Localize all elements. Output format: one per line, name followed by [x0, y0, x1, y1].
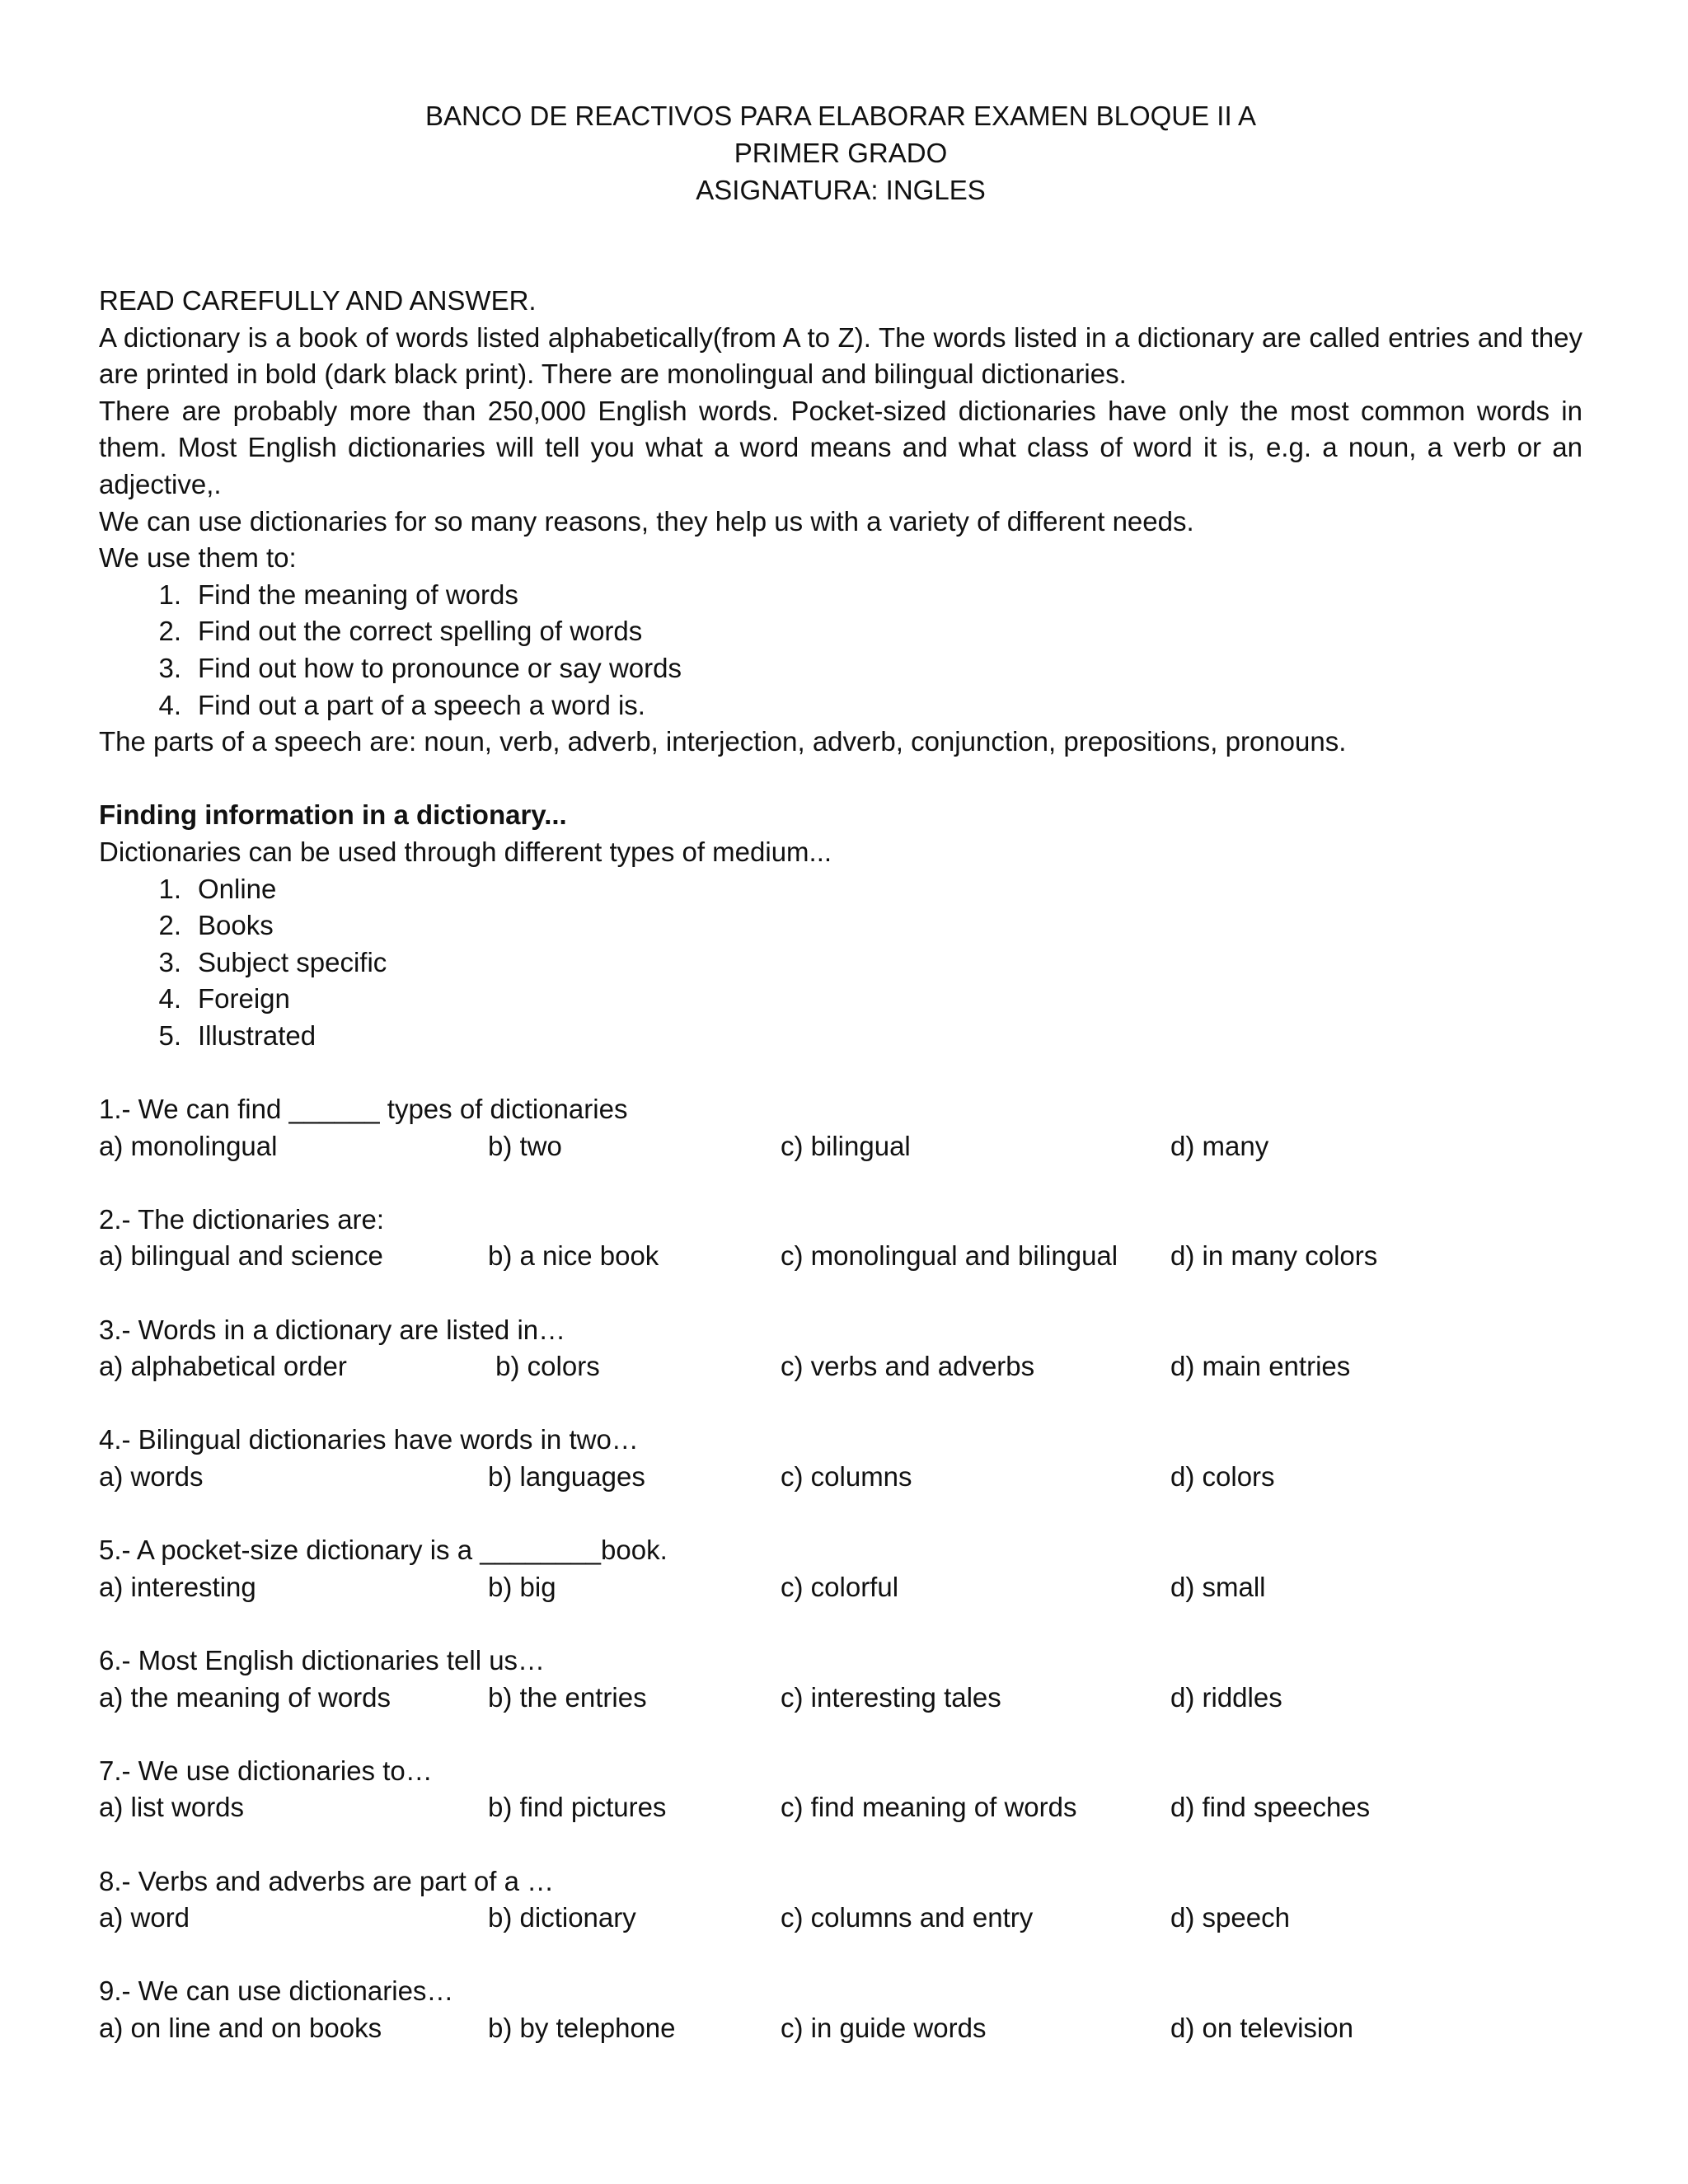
list-item-text: Foreign	[198, 983, 290, 1015]
option-b: b) dictionary	[488, 1902, 636, 1933]
question-text: 7.- We use dictionaries to…	[99, 1755, 433, 1786]
answer-options	[99, 1238, 1582, 1275]
list-item-text: Find out how to pronounce or say words	[198, 652, 682, 683]
option-d: d) in many colors	[1170, 1240, 1378, 1272]
option-a: a) list words	[99, 1792, 245, 1823]
question-text: 3.- Words in a dictionary are listed in…	[99, 1314, 566, 1345]
option-a: a) alphabetical order	[99, 1351, 347, 1382]
uses-list	[99, 577, 1582, 724]
option-c: c) interesting tales	[781, 1681, 1001, 1713]
option-b: b) find pictures	[488, 1792, 667, 1823]
option-d: d) colors	[1170, 1461, 1275, 1492]
question-1	[99, 1091, 1582, 1165]
option-d: d) many	[1170, 1130, 1269, 1161]
list-item-number: 3.	[158, 652, 181, 683]
list-item-text: Find out a part of a speech a word is.	[198, 689, 645, 720]
option-c: c) verbs and adverbs	[781, 1351, 1035, 1382]
reading-instruction: READ CAREFULLY AND ANSWER.	[99, 285, 537, 316]
answer-options	[99, 2010, 1582, 2047]
list-item-number: 5.	[158, 1019, 181, 1051]
option-c: c) bilingual	[781, 1130, 911, 1161]
header-title: BANCO DE REACTIVOS PARA ELABORAR EXAMEN BLOQUE II A	[425, 101, 1256, 131]
option-b: b) languages	[488, 1461, 645, 1492]
option-a: a) words	[99, 1461, 204, 1492]
option-d: d) find speeches	[1170, 1792, 1371, 1823]
list-item	[99, 944, 1582, 982]
questions-section	[99, 1091, 1582, 2046]
option-d: d) on television	[1170, 2012, 1353, 2043]
question-4	[99, 1422, 1582, 1495]
list-item-text: Subject specific	[198, 946, 387, 977]
list-item-text: Online	[198, 873, 277, 904]
option-c: c) monolingual and bilingual	[781, 1240, 1118, 1272]
list-item-text: Books	[198, 910, 274, 941]
finding-intro: Dictionaries can be used through different types of medium...	[99, 836, 832, 867]
question-text: 8.- Verbs and adverbs are part of a …	[99, 1865, 555, 1896]
list-item-text: Illustrated	[198, 1019, 316, 1051]
answer-options	[99, 1569, 1582, 1606]
option-c: c) in guide words	[781, 2012, 987, 2043]
reading-paragraph-4: We use them to:	[99, 542, 297, 574]
list-item-number: 2.	[158, 616, 181, 647]
option-a: a) the meaning of words	[99, 1681, 392, 1713]
question-text: 2.- The dictionaries are:	[99, 1203, 385, 1235]
option-b: b) two	[488, 1130, 562, 1161]
option-a: a) monolingual	[99, 1130, 278, 1161]
option-c: c) find meaning of words	[781, 1792, 1077, 1823]
list-item-number: 4.	[158, 689, 181, 720]
list-item-text: Find the meaning of words	[198, 579, 518, 610]
option-c: c) colorful	[781, 1571, 899, 1602]
option-d: d) riddles	[1170, 1681, 1282, 1713]
option-b: b) by telephone	[488, 2012, 676, 2043]
list-item	[99, 577, 1582, 614]
option-d: d) small	[1170, 1571, 1266, 1602]
finding-section	[99, 797, 1582, 1054]
option-b: b) big	[488, 1571, 556, 1602]
list-item-number: 2.	[158, 910, 181, 941]
question-5	[99, 1532, 1582, 1605]
answer-options	[99, 1459, 1582, 1496]
reading-section	[99, 283, 1582, 761]
list-item-number: 1.	[158, 579, 181, 610]
list-item-text: Find out the correct spelling of words	[198, 616, 643, 647]
question-text: 9.- We can use dictionaries…	[99, 1975, 454, 2007]
question-8	[99, 1863, 1582, 1937]
question-7	[99, 1753, 1582, 1826]
list-item	[99, 687, 1582, 724]
option-b: b) the entries	[488, 1681, 647, 1713]
reading-paragraph-3: We can use dictionaries for so many reasons, they help us with a variety of different needs.	[99, 505, 1194, 537]
option-d: d) main entries	[1170, 1351, 1351, 1382]
reading-paragraph-2: There are probably more than 250,000 English words. Pocket-sized dictionaries have only the most common words in them. Most English dictionaries will tell you what a word means and what class of word it is, e.g. a noun, a verb or an adjective,.	[99, 395, 1582, 499]
reading-paragraph-1: A dictionary is a book of words listed alphabetically(from A to Z). The words listed in a dictionary are called entries and they are printed in bold (dark black print). There are monolingual and bilingual dictionaries.	[99, 321, 1582, 390]
finding-title: Finding information in a dictionary...	[99, 799, 567, 831]
answer-options	[99, 1680, 1582, 1717]
list-item	[99, 871, 1582, 908]
question-text: 6.- Most English dictionaries tell us…	[99, 1644, 546, 1675]
question-3	[99, 1312, 1582, 1385]
question-6	[99, 1643, 1582, 1716]
document-page	[99, 97, 1582, 2047]
answer-options	[99, 1348, 1582, 1385]
question-text: 5.- A pocket-size dictionary is a ________book.	[99, 1535, 668, 1566]
question-text: 1.- We can find ______ types of dictionaries	[99, 1094, 628, 1125]
answer-options	[99, 1789, 1582, 1826]
list-item-number: 1.	[158, 873, 181, 904]
document-header	[99, 97, 1582, 209]
list-item-number: 3.	[158, 946, 181, 977]
question-2	[99, 1202, 1582, 1275]
medium-list	[99, 871, 1582, 1055]
list-item	[99, 907, 1582, 944]
list-item	[99, 613, 1582, 650]
reading-paragraph-5: The parts of a speech are: noun, verb, adverb, interjection, adverb, conjunction, prepositions, pronouns.	[99, 726, 1347, 757]
option-a: a) word	[99, 1902, 190, 1933]
answer-options	[99, 1128, 1582, 1165]
header-subject: ASIGNATURA: INGLES	[696, 175, 986, 205]
option-a: a) interesting	[99, 1571, 256, 1602]
option-b: b) colors	[488, 1351, 600, 1382]
option-b: b) a nice book	[488, 1240, 659, 1272]
question-text: 4.- Bilingual dictionaries have words in two…	[99, 1424, 639, 1455]
list-item-number: 4.	[158, 983, 181, 1015]
option-c: c) columns and entry	[781, 1902, 1034, 1933]
option-a: a) on line and on books	[99, 2012, 382, 2043]
header-grade: PRIMER GRADO	[734, 138, 948, 168]
option-a: a) bilingual and science	[99, 1240, 383, 1272]
question-9	[99, 1973, 1582, 2046]
option-c: c) columns	[781, 1461, 912, 1492]
option-d: d) speech	[1170, 1902, 1290, 1933]
list-item	[99, 650, 1582, 687]
answer-options	[99, 1900, 1582, 1937]
list-item	[99, 1018, 1582, 1055]
list-item	[99, 981, 1582, 1018]
